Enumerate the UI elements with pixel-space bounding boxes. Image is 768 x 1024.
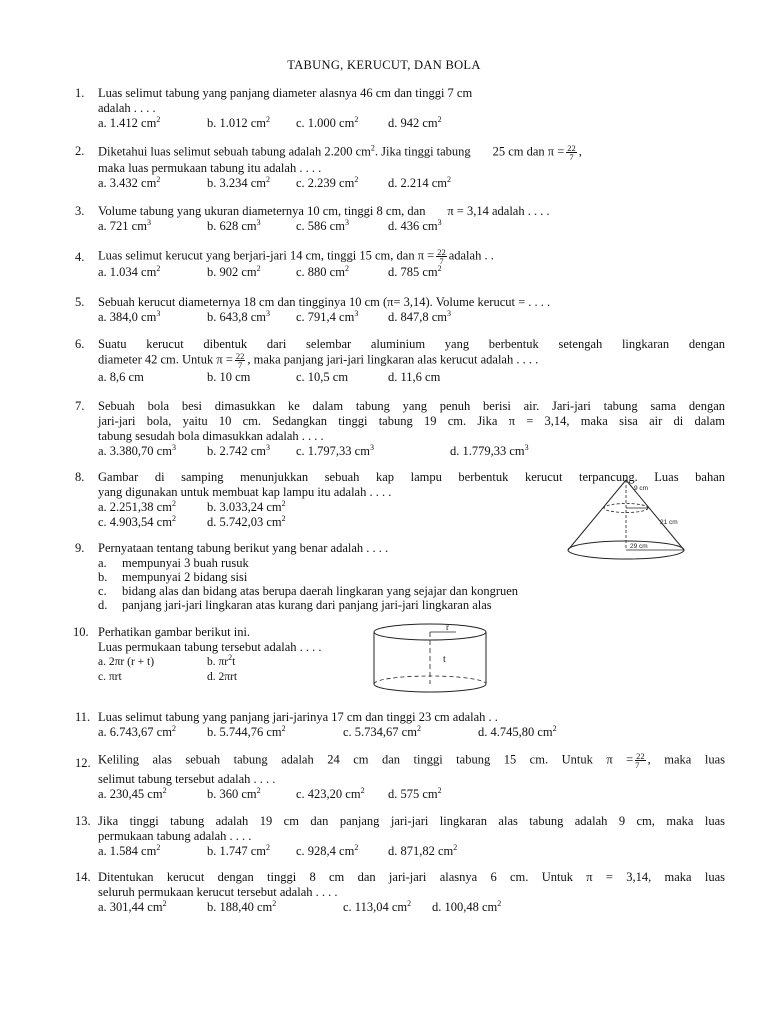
option-b: b. 2.742 $cm^3$ <box>207 443 271 458</box>
question-11: 11. Luas selimut tabung yang panjang jari-jarinya 17 cm dan tinggi 23 cm adalah . . a. 6.743,67 $cm^2$ b. 5.744,76 $cm^2$ c. 5.734,67 $cm^2$ d. 4.745,80 $cm^2$ <box>75 710 725 740</box>
question-12: 12. Keliling alas sebuah tabung adalah 24 cm dan tinggi tabung 15 cm. Untuk π = $\frac{22}{7}$ , maka luas selimut tabung tersebut adalah . . . . a. 230,45 $cm^2$ b. 360 $cm^2$ c. 423,20 $cm^2$ d. 575 $cm^2$ <box>75 751 725 801</box>
option-a: a. 230,45 $cm^2$ <box>98 786 167 801</box>
fraction: $\frac{22}{7}$ <box>235 351 245 370</box>
option-d: d. 4.745,80 $cm^2$ <box>478 724 557 739</box>
statement-list <box>98 556 725 612</box>
options <box>98 900 725 915</box>
figure-label-top-radius: 9 cm <box>634 485 649 492</box>
option-a: a. 1.412 $cm^2$ <box>98 115 161 130</box>
option-b: b. 902 $cm^2$ <box>207 264 261 279</box>
option-a: a. 384,0 $cm^3$ <box>98 309 161 324</box>
question-13: 13. Jika tinggi tabung adalah 19 cm dan panjang jari-jari lingkaran alas tabung adalah 9 cm, maka luas permukaan tabung adalah . . . . a. 1.584 $cm^2$ b. 1.747 $cm^2$ c. 928,4 $cm^2$ d. 871,82 $cm^2$ <box>75 814 725 858</box>
fraction: $\frac{22}{7}$ <box>635 751 645 770</box>
question-9: 9. Pernyataan tentang tabung berikut yang benar adalah . . . . a. mempunyai 3 buah rusuk b. mempunyai 2 bidang sisi c. bidang alas dan bidang atas berupa daerah lingkaran yang sejajar dan kongruen d. panjang jari-jari lingkaran atas kurang dari panjang jari-jari lingkaran alas <box>75 541 725 612</box>
option-a: a. 1.584 $cm^2$ <box>98 843 161 858</box>
options <box>98 265 725 280</box>
question-10: 10. Perhatikan gambar berikut ini. Luas permukaan tabung tersebut adalah . . . . a. 2πr (r + t) b. $\pi r^2t$ c. πrt d. 2πrt <box>75 625 725 685</box>
option-c: c. 586 $cm^3$ <box>296 218 349 233</box>
option-c: c. 1.797,33 $cm^3$ <box>296 443 374 458</box>
option-d: d. 1.779,33 $cm^3$ <box>450 443 529 458</box>
cylinder-figure <box>370 620 490 698</box>
question-1: 1. Luas selimut tabung yang panjang diameter alasnya 46 cm dan tinggi 7 cm adalah . . . . a. 1.412 $cm^2$ b. 1.012 $cm^2$ c. 1.000 $cm^2$ d. 942 $cm^2$ <box>75 86 725 131</box>
option-b: b. 628 $cm^3$ <box>207 218 261 233</box>
option-b: b. 3.033,24 $cm^2$ <box>207 499 286 514</box>
options <box>98 444 725 459</box>
option-a: a. 721 $cm^3$ <box>98 218 151 233</box>
option-c: c. 2.239 $cm^2$ <box>296 175 359 190</box>
option-b: b. 360 $cm^2$ <box>207 786 261 801</box>
option-c: c. 791,4 $cm^3$ <box>296 309 359 324</box>
question-2: 2. Diketahui luas selimut sebuah tabung adalah 2.200 $cm^2$. Jika tinggi tabung 25 cm dan π = $\frac{22}{7}$ , maka luas permukaan tabung itu adalah . . . . a. 3.432 $cm^2$ b. 3.234 $cm^2$ c. 2.239 $cm^2$ d. 2.214 $cm^2$ <box>75 144 725 191</box>
list-item: a. mempunyai 3 buah rusuk <box>98 556 249 570</box>
option-a: a. 1.034 $cm^2$ <box>98 264 161 279</box>
option-a: a. 301,44 $cm^2$ <box>98 899 167 914</box>
option-b: b. 3.234 $cm^2$ <box>207 175 271 190</box>
option-a: a. 2πr (r + t) <box>98 656 155 668</box>
option-d: d. 5.742,03 $cm^2$ <box>207 514 286 529</box>
question-3: 3. Volume tabung yang ukuran diameternya 10 cm, tinggi 8 cm, dan π = 3,14 adalah . . . . a. 721 $cm^3$ b. 628 $cm^3$ c. 586 $cm^3$ d. 436 $cm^3$ <box>75 204 725 234</box>
option-d: d. 2πrt <box>207 671 238 683</box>
fraction: $\frac{22}{7}$ <box>567 143 576 162</box>
option-c: c. 1.000 $cm^2$ <box>296 115 359 130</box>
option-d: d. 2.214 $cm^2$ <box>388 175 452 190</box>
option-b: b. 188,40 $cm^2$ <box>207 899 277 914</box>
page-title: TABUNG, KERUCUT, DAN BOLA <box>287 58 481 72</box>
option-a: a. 6.743,67 $cm^2$ <box>98 724 176 739</box>
option-b: b. 643,8 $cm^3$ <box>207 309 271 324</box>
question-7: 7. Sebuah bola besi dimasukkan ke dalam tabung yang penuh berisi air. Jari-jari tabung sama dengan jari-jari bola, yaitu 10 cm. Sedangkan tinggi tabung 19 cm. Jika π = 3,14, maka sisa air di dalam tabung sesudah bola dimasukkan adalah . . . . a. 3.380,70 $cm^3$ b. 2.742 $cm^3$ c. 1.797,33 $cm^3$ d. 1.779,33 $cm^3$ <box>75 399 725 458</box>
option-b: b. $\pi r^2t$ <box>207 653 236 668</box>
option-a: a. 2.251,38 $cm^2$ <box>98 499 176 514</box>
option-c: c. 4.903,54 $cm^2$ <box>98 514 176 529</box>
list-item: d. panjang jari-jari lingkaran atas kurang dari panjang jari-jari lingkaran alas <box>98 598 492 612</box>
option-d: d. 847,8 $cm^3$ <box>388 309 452 324</box>
option-b: b. 1.012 $cm^2$ <box>207 115 271 130</box>
options <box>98 219 725 234</box>
question-4: 4. Luas selimut kerucut yang berjari-jari 14 cm, tinggi 15 cm, dan π = $\frac{22}{7}$ adalah . . a. 1.034 $cm^2$ b. 902 $cm^2$ c. 880 $cm^2$ d. 785 $cm^2$ <box>75 248 725 280</box>
option-c: c. 10,5 cm <box>296 370 349 384</box>
options <box>98 370 725 385</box>
option-d: d. 871,82 $cm^2$ <box>388 843 458 858</box>
figure-label-base-radius: 29 cm <box>630 543 648 550</box>
options <box>98 116 725 131</box>
option-d: d. 11,6 cm <box>388 370 441 384</box>
options <box>98 844 725 859</box>
option-b: b. 10 cm <box>207 370 251 384</box>
options <box>98 725 725 740</box>
figure-label-radius: r <box>446 622 449 632</box>
option-c: c. 880 $cm^2$ <box>296 264 349 279</box>
question-8: 8. Gambar di samping menunjukkan sebuah kap lampu berbentuk kerucut terpancung. Luas bahan yang digunakan untuk membuat kap lampu itu adalah . . . . a. 2.251,38 $cm^2$ b. 3.033,24 $cm^2$ c. 4.903,54 $cm^2$ d. 5.742,03 $cm^2$ <box>75 470 725 529</box>
options <box>98 176 725 191</box>
option-d: d. 942 $cm^2$ <box>388 115 442 130</box>
options <box>98 310 725 325</box>
option-b: b. 1.747 $cm^2$ <box>207 843 271 858</box>
list-item: c. bidang alas dan bidang atas berupa daerah lingkaran yang sejajar dan kongruen <box>98 584 519 598</box>
option-d: d. 436 $cm^3$ <box>388 218 442 233</box>
option-c: c. 928,4 $cm^2$ <box>296 843 359 858</box>
option-c: c. πrt <box>98 671 122 683</box>
option-a: a. 8,6 cm <box>98 370 144 384</box>
option-d: d. 575 $cm^2$ <box>388 786 442 801</box>
list-item: b. mempunyai 2 bidang sisi <box>98 570 248 584</box>
figure-label-slant: 21 cm <box>660 519 678 526</box>
question-5: 5. Sebuah kerucut diameternya 18 cm dan tingginya 10 cm (π= 3,14). Volume kerucut = . . . . a. 384,0 $cm^3$ b. 643,8 $cm^3$ c. 791,4 $cm^3$ d. 847,8 $cm^3$ <box>75 295 725 325</box>
option-d: d. 785 $cm^2$ <box>388 264 442 279</box>
fraction: $\frac{22}{7}$ <box>437 247 446 266</box>
question-14: 14. Ditentukan kerucut dengan tinggi 8 cm dan jari-jari alasnya 6 cm. Untuk π = 3,14, maka luas seluruh permukaan kerucut tersebut adalah . . . . a. 301,44 $cm^2$ b. 188,40 $cm^2$ c. 113,04 $cm^2$ d. 100,48 $cm^2$ <box>75 870 725 914</box>
options <box>98 787 725 802</box>
option-c: c. 423,20 $cm^2$ <box>296 786 365 801</box>
option-a: a. 3.380,70 $cm^3$ <box>98 443 176 458</box>
option-b: b. 5.744,76 $cm^2$ <box>207 724 286 739</box>
option-c: c. 5.734,67 $cm^2$ <box>343 724 421 739</box>
option-a: a. 3.432 $cm^2$ <box>98 175 161 190</box>
question-6: 6. Suatu kerucut dibentuk dari selembar aluminium yang berbentuk setengah lingkaran dengan diameter 42 cm. Untuk π = $\frac{22}{7}$ , maka panjang jari-jari lingkaran alas kerucut adalah . . . . a. 8,6 cm b. 10 cm c. 10,5 cm d. 11,6 cm <box>75 337 725 384</box>
figure-label-height: t <box>443 654 446 665</box>
option-d: d. 100,48 $cm^2$ <box>432 899 502 914</box>
option-c: c. 113,04 $cm^2$ <box>343 899 412 914</box>
